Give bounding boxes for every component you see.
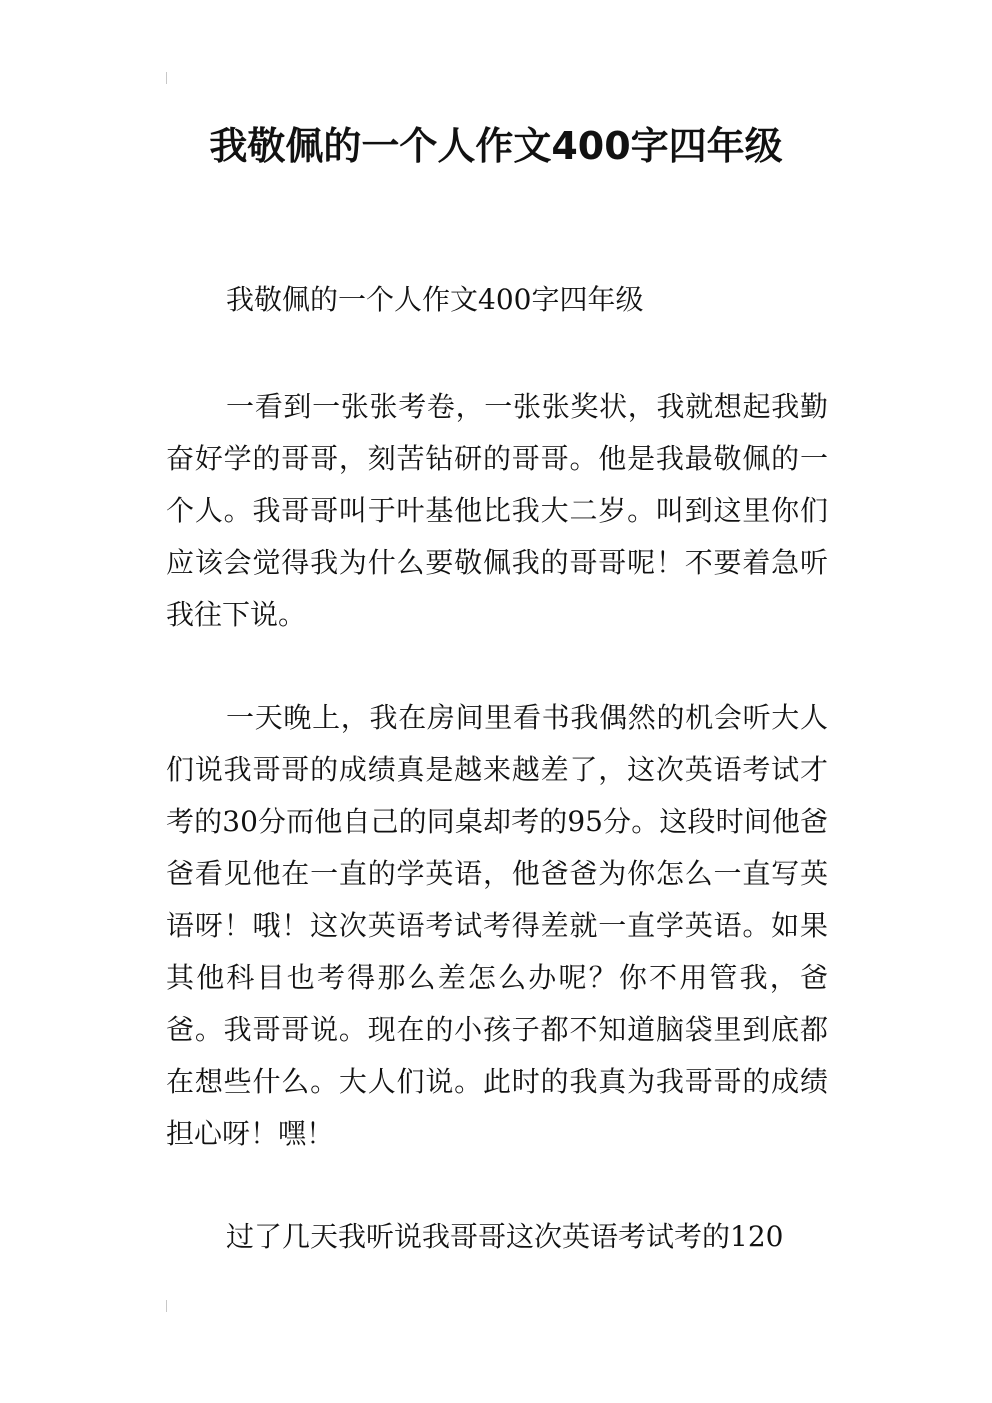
- document-subtitle: 我敬佩的一个人作文400字四年级: [226, 283, 644, 316]
- page-corner-mark-bottom: [166, 1300, 167, 1312]
- document-title: 我敬佩的一个人作文400字四年级: [209, 124, 783, 168]
- paragraph-2: 一天晚上，我在房间里看书我偶然的机会听大人们说我哥哥的成绩真是越来越差了，这次英语考试才考的30分而他自己的同桌却考的95分。这段时间他爸爸看见他在一直的学英语，他爸爸为你怎么一直写英语呀！哦！这次英语考试考得差就一直学英语。如果其他科目也考得那么差怎么办呢？你不用管我，爸爸。我哥哥说。现在的小孩子都不知道脑袋里到底都在想些什么。大人们说。此时的我真为我哥哥的成绩担心呀！嘿！: [166, 701, 828, 1150]
- paragraph-3: 过了几天我听说我哥哥这次英语考试考的120: [226, 1220, 784, 1253]
- page-corner-mark-top: [166, 72, 167, 84]
- paragraph-1: 一看到一张张考卷，一张张奖状，我就想起我勤奋好学的哥哥，刻苦钻研的哥哥。他是我最敬佩的一个人。我哥哥叫于叶基他比我大二岁。叫到这里你们应该会觉得我为什么要敬佩我的哥哥呢！不要着急听我往下说。: [166, 390, 828, 631]
